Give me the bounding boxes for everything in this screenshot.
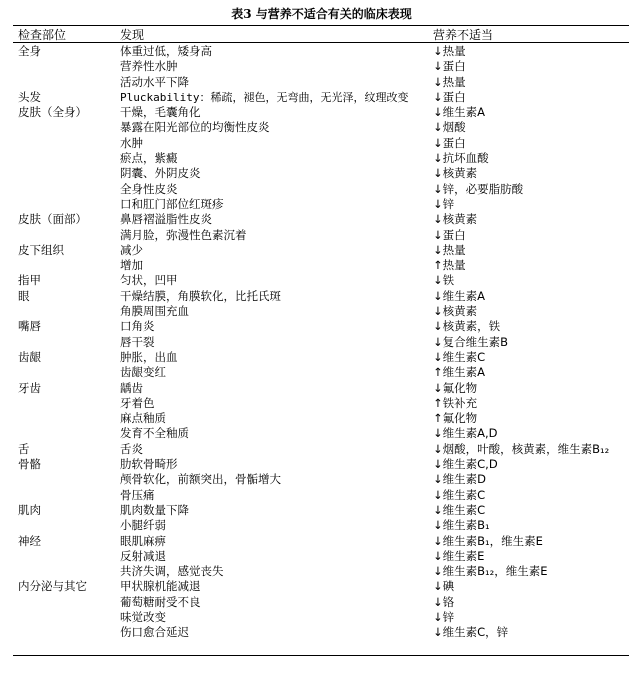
cell-finding: 营养性水肿 <box>120 59 178 74</box>
cell-finding: 小腿纤弱 <box>120 518 166 533</box>
cell-finding: 满月脸，弥漫性色素沉着 <box>120 227 247 242</box>
bottom-rule <box>13 655 629 656</box>
table-row <box>0 304 643 319</box>
cell-nutrient: ↓维生素B₁，维生素E <box>433 533 543 548</box>
table-row <box>0 228 643 243</box>
table-row <box>0 411 643 426</box>
cell-nutrient: ↓维生素A,D <box>433 426 498 441</box>
cell-finding: 体重过低，矮身高 <box>120 44 212 58</box>
table-row <box>0 151 643 166</box>
cell-site: 牙齿 <box>18 380 41 395</box>
table-row <box>0 166 643 181</box>
cell-nutrient: ↓锌，必要脂肪酸 <box>433 181 524 196</box>
cell-nutrient: ↓维生素C,D <box>433 457 498 472</box>
cell-finding: 甲状腺机能减退 <box>120 579 201 594</box>
cell-finding: 瘀点，紫癜 <box>120 151 178 166</box>
cell-nutrient: ↓维生素A <box>433 105 486 120</box>
table-row <box>0 396 643 411</box>
table-body <box>0 44 643 641</box>
table-row <box>0 136 643 151</box>
table-row <box>0 595 643 610</box>
table-row <box>0 335 643 350</box>
cell-site: 舌 <box>18 441 30 456</box>
table-row <box>0 610 643 625</box>
cell-nutrient: ↓热量 <box>433 242 466 257</box>
cell-nutrient: ↓核黄素 <box>433 304 478 319</box>
cell-nutrient: ↓蛋白 <box>433 89 466 104</box>
table-row <box>0 426 643 441</box>
cell-nutrient: ↓核黄素，铁 <box>433 319 501 334</box>
header-nutrient: 营养不适当 <box>433 28 494 42</box>
table-row <box>0 182 643 197</box>
cell-nutrient: ↓维生素C <box>433 487 486 502</box>
cell-finding: 葡萄糖耐受不良 <box>120 594 201 609</box>
top-rule <box>13 25 629 26</box>
cell-site: 骨骼 <box>18 457 41 472</box>
cell-finding: 味觉改变 <box>120 609 166 624</box>
cell-nutrient: ↓氟化物 <box>433 380 478 395</box>
cell-nutrient: ↓维生素C <box>433 502 486 517</box>
cell-nutrient: ↓蛋白 <box>433 135 466 150</box>
table-row <box>0 289 643 304</box>
cell-site: 肌肉 <box>18 502 41 517</box>
cell-nutrient: ↓维生素E <box>433 548 485 563</box>
cell-nutrient: ↓抗坏血酸 <box>433 151 489 166</box>
table-row <box>0 503 643 518</box>
cell-finding: 鼻唇褶溢脂性皮炎 <box>120 212 212 227</box>
table-row <box>0 120 643 135</box>
cell-nutrient: ↓复合维生素B <box>433 334 509 349</box>
cell-site: 嘴唇 <box>18 319 41 334</box>
table-row <box>0 243 643 258</box>
cell-nutrient: ↓热量 <box>433 44 466 58</box>
cell-nutrient: ↓维生素A <box>433 288 486 303</box>
cell-nutrient: ↓锌 <box>433 196 455 211</box>
table-row <box>0 105 643 120</box>
cell-finding: 肋软骨畸形 <box>120 457 178 472</box>
cell-site: 眼 <box>18 288 30 303</box>
table-row <box>0 197 643 212</box>
table-row <box>0 319 643 334</box>
cell-finding: 暴露在阳光部位的均衡性皮炎 <box>120 120 270 135</box>
cell-finding: 颅骨软化，前额突出，骨骺增大 <box>120 472 281 487</box>
cell-finding: 水肿 <box>120 135 143 150</box>
cell-finding: 齿龈变红 <box>120 365 166 380</box>
header-finding: 发现 <box>120 28 145 42</box>
cell-nutrient: ↓维生素B₁ <box>433 518 490 533</box>
cell-nutrient: ↓热量 <box>433 74 466 89</box>
cell-finding: 发育不全釉质 <box>120 426 189 441</box>
table-row <box>0 273 643 288</box>
table-row <box>0 579 643 594</box>
cell-finding: 肌肉数量下降 <box>120 502 189 517</box>
cell-nutrient: ↓核黄素 <box>433 166 478 181</box>
cell-finding: 角膜周围充血 <box>120 304 189 319</box>
cell-finding: 唇干裂 <box>120 334 155 349</box>
cell-finding: 匀状，凹甲 <box>120 273 178 288</box>
table-row <box>0 472 643 487</box>
cell-nutrient: ↓维生素B₁₂，维生素E <box>433 564 548 579</box>
cell-site: 指甲 <box>18 273 41 288</box>
cell-nutrient: ↓维生素C <box>433 349 486 364</box>
table-row <box>0 442 643 457</box>
cell-finding: 干燥结膜，角膜软化，比托氏斑 <box>120 288 281 303</box>
cell-site: 全身 <box>18 44 41 58</box>
cell-finding: 减少 <box>120 242 143 257</box>
cell-finding: 龋齿 <box>120 380 143 395</box>
cell-site: 皮肤（面部） <box>18 212 87 227</box>
cell-nutrient: ↓核黄素 <box>433 212 478 227</box>
table-row <box>0 457 643 472</box>
cell-finding: 肿胀，出血 <box>120 349 178 364</box>
table-row <box>0 90 643 105</box>
table-row <box>0 350 643 365</box>
cell-nutrient: ↓锌 <box>433 609 455 624</box>
cell-finding: 全身性皮炎 <box>120 181 178 196</box>
cell-nutrient: ↓维生素C，锌 <box>433 625 509 640</box>
cell-nutrient: ↓烟酸 <box>433 120 466 135</box>
table-title: 表3 与营养不适合有关的临床表现 <box>231 7 412 21</box>
table-row <box>0 549 643 564</box>
cell-site: 神经 <box>18 533 41 548</box>
table-row <box>0 625 643 640</box>
header-site: 检查部位 <box>18 28 67 42</box>
cell-nutrient: ↓烟酸，叶酸，核黄素，维生素B₁₂ <box>433 441 610 456</box>
cell-nutrient: ↓蛋白 <box>433 59 466 74</box>
cell-finding: 口角炎 <box>120 319 155 334</box>
cell-nutrient: ↑维生素A <box>433 365 486 380</box>
table-row <box>0 212 643 227</box>
table-row <box>0 75 643 90</box>
cell-finding: 麻点釉质 <box>120 411 166 426</box>
table-row <box>0 488 643 503</box>
cell-finding: 口和肛门部位红斑疹 <box>120 196 224 211</box>
cell-site: 皮肤（全身） <box>18 105 87 120</box>
cell-nutrient: ↓碘 <box>433 579 455 594</box>
cell-finding: 活动水平下降 <box>120 74 189 89</box>
cell-finding: 舌炎 <box>120 441 143 456</box>
table-row <box>0 564 643 579</box>
cell-nutrient: ↓蛋白 <box>433 227 466 242</box>
cell-nutrient: ↑铁补充 <box>433 395 478 410</box>
cell-finding: 共济失调，感觉丧失 <box>120 564 224 579</box>
cell-finding: 伤口愈合延迟 <box>120 625 189 640</box>
table-row <box>0 258 643 273</box>
cell-finding: 增加 <box>120 258 143 273</box>
table-row <box>0 381 643 396</box>
cell-finding: Pluckability：稀疏，褪色，无弯曲，无光泽，纹理改变 <box>120 90 409 104</box>
cell-finding: 干燥，毛囊角化 <box>120 105 201 120</box>
table-row <box>0 59 643 74</box>
cell-site: 内分泌与其它 <box>18 579 87 594</box>
cell-site: 齿龈 <box>18 349 41 364</box>
cell-finding: 牙着色 <box>120 395 155 410</box>
cell-nutrient: ↓铁 <box>433 273 455 288</box>
table-row <box>0 44 643 59</box>
cell-nutrient: ↑氟化物 <box>433 411 478 426</box>
table-row <box>0 365 643 380</box>
cell-nutrient: ↓维生素D <box>433 472 486 487</box>
table-row <box>0 534 643 549</box>
cell-site: 皮下组织 <box>18 242 64 257</box>
cell-site: 头发 <box>18 89 41 104</box>
cell-nutrient: ↑热量 <box>433 258 466 273</box>
cell-finding: 眼肌麻痹 <box>120 533 166 548</box>
cell-nutrient: ↓铬 <box>433 594 455 609</box>
cell-finding: 反射减退 <box>120 548 166 563</box>
cell-finding: 骨压痛 <box>120 487 155 502</box>
table-row <box>0 518 643 533</box>
cell-finding: 阴囊、外阴皮炎 <box>120 166 201 181</box>
header-rule <box>13 42 629 43</box>
